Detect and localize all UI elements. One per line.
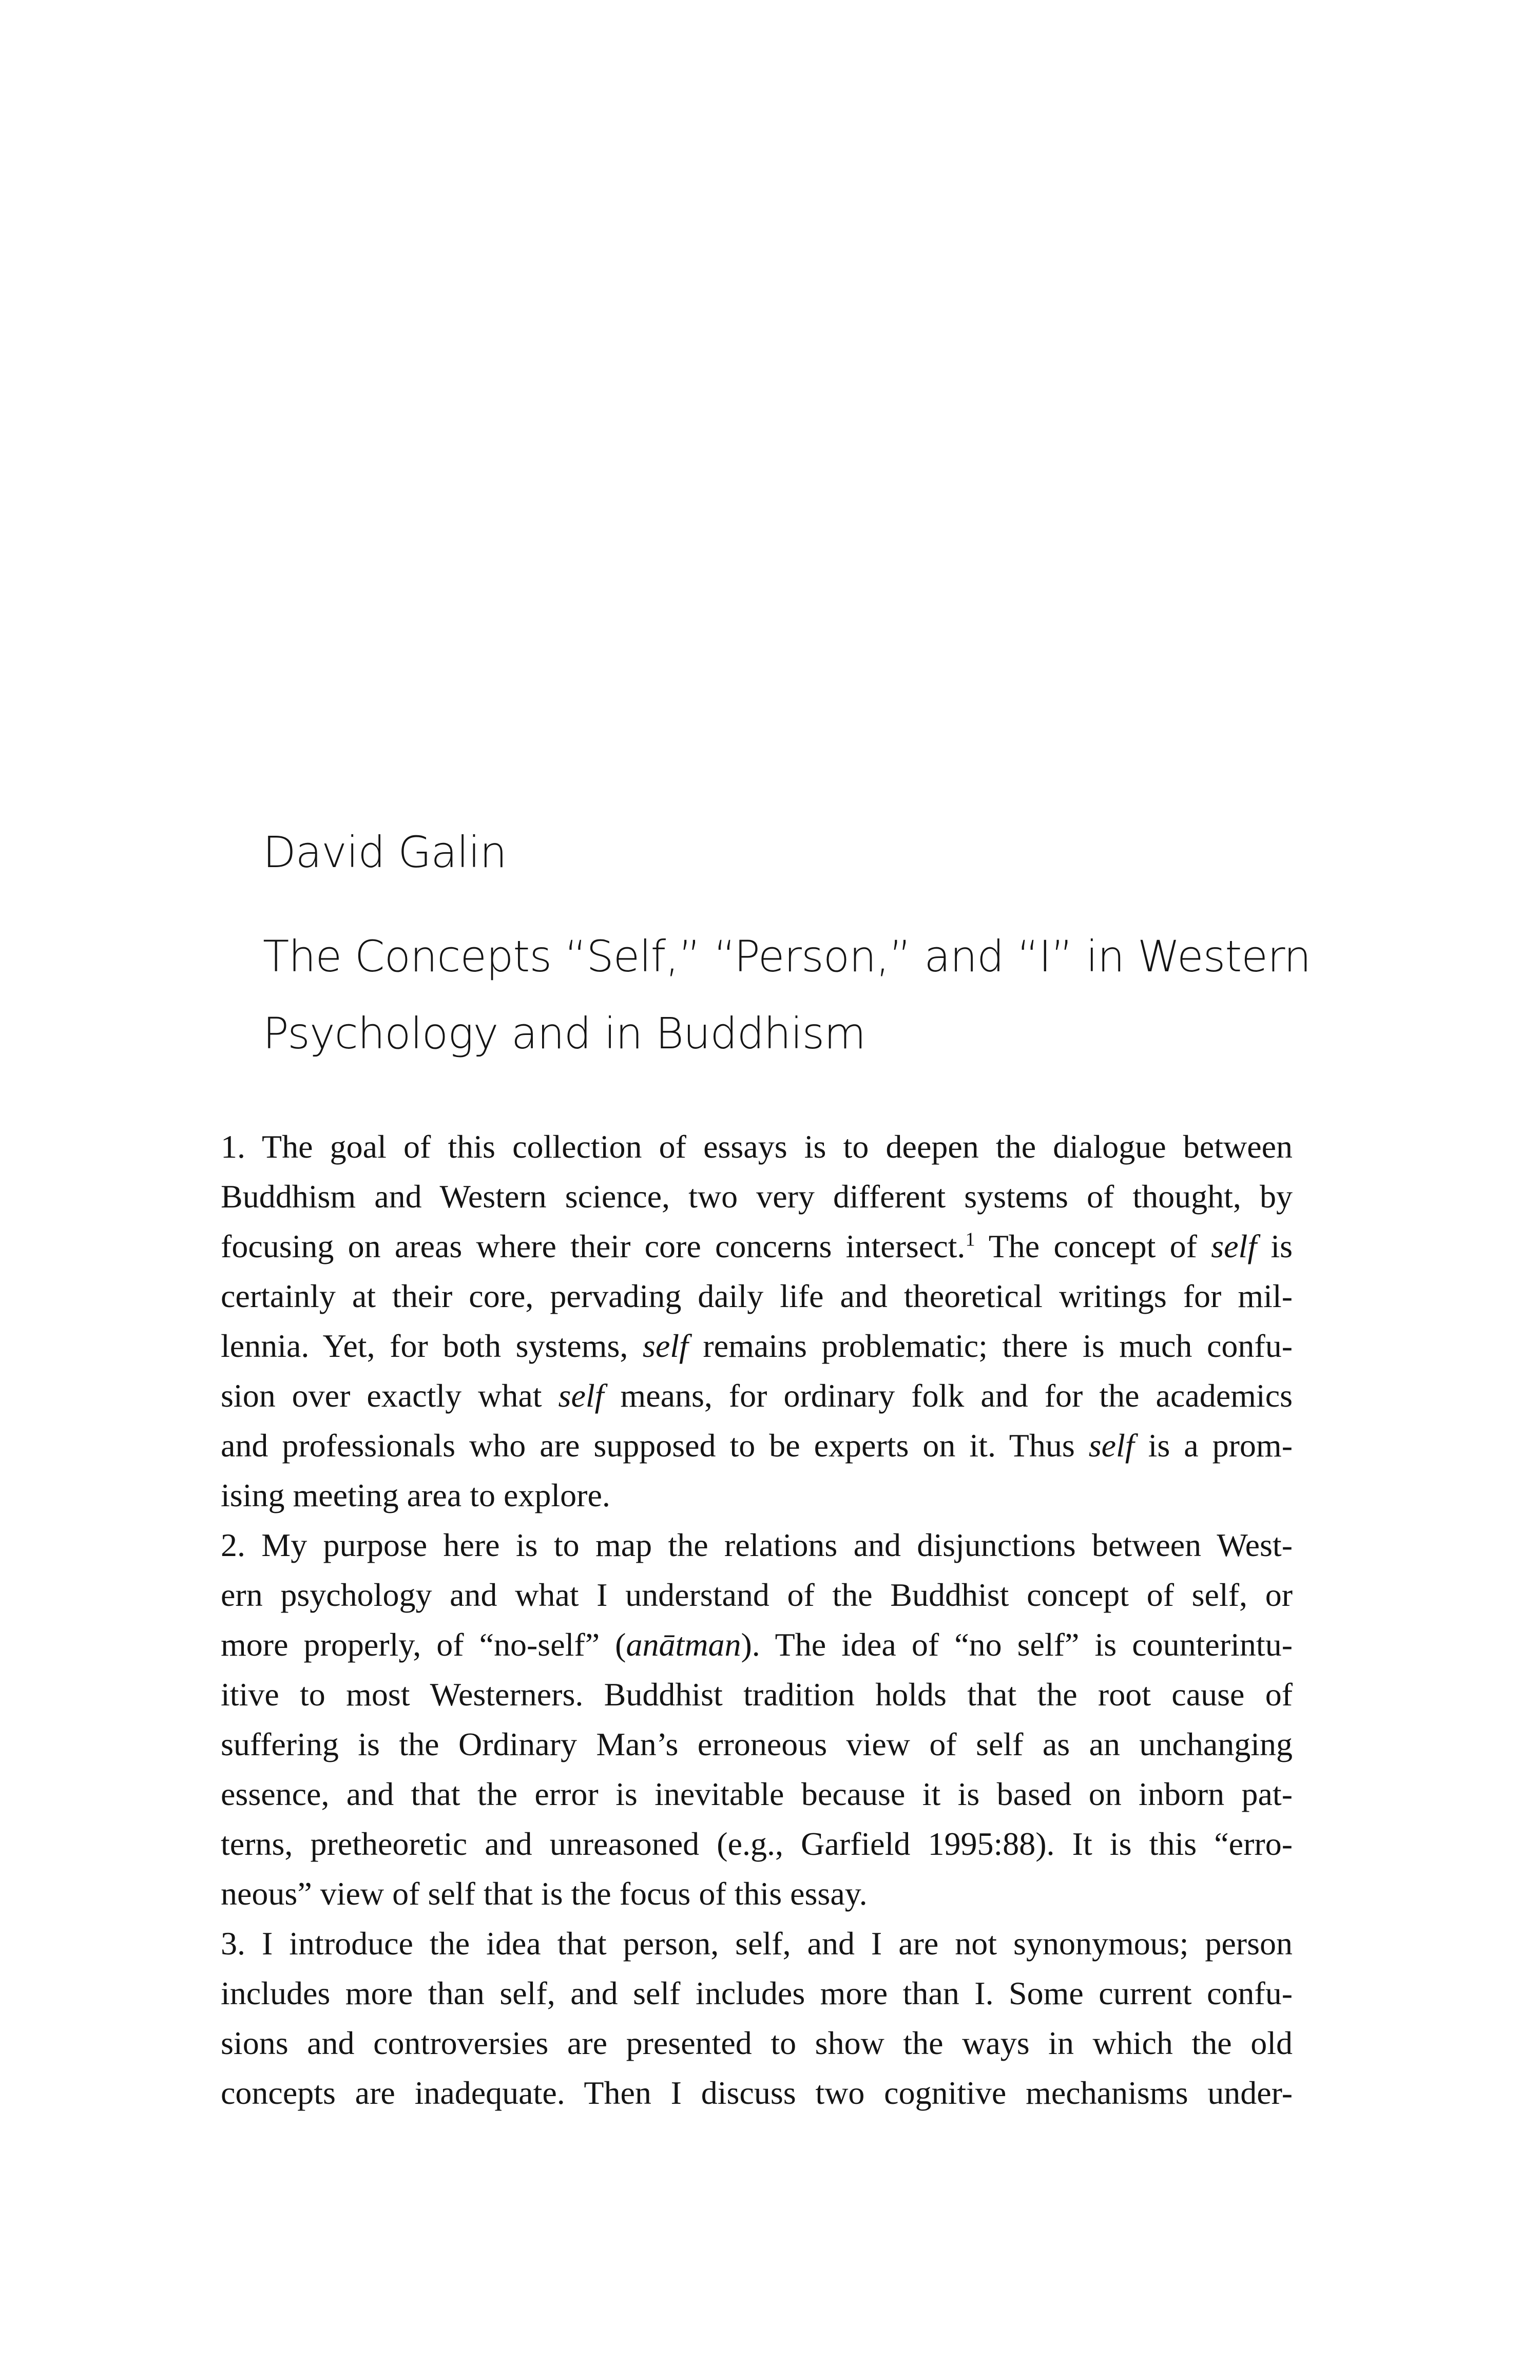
text-line: itive to most Westerners. Buddhist tradition holds that the root cause of bbox=[221, 1676, 1293, 1713]
text-line: and professionals who are supposed to be experts on it. Thus self is a prom- bbox=[221, 1427, 1293, 1464]
text-line: sions and controversies are presented to show the ways in which the old bbox=[221, 2025, 1293, 2061]
text-line: certainly at their core, pervading daily life and theoretical writings for mil- bbox=[221, 1278, 1293, 1314]
emphasis: anātman bbox=[626, 1626, 741, 1663]
text-line: ising meeting area to explore. bbox=[221, 1477, 610, 1513]
text-line: Buddhism and Western science, two very different systems of thought, by bbox=[221, 1178, 1293, 1215]
text-line: ern psychology and what I understand of the Buddhist concept of self, or bbox=[221, 1577, 1293, 1613]
text-line: 1. The goal of this collection of essays is to deepen the dialogue between bbox=[221, 1128, 1293, 1165]
chapter-author: David Galin bbox=[263, 827, 507, 877]
text-line: focusing on areas where their core concerns intersect.$^1$ The concept of self is bbox=[221, 1228, 1293, 1264]
emphasis: self bbox=[642, 1328, 688, 1364]
text-line: sion over exactly what self means, for ordinary folk and for the academics bbox=[221, 1377, 1293, 1414]
chapter-title-line: Psychology and in Buddhism bbox=[263, 1008, 866, 1059]
emphasis: self bbox=[558, 1377, 604, 1414]
text-line: terns, pretheoretic and unreasoned (e.g., Garfield 1995:88). It is this “erro- bbox=[221, 1826, 1293, 1862]
chapter-title bbox=[263, 918, 1311, 1072]
text-line: concepts are inadequate. Then I discuss two cognitive mechanisms under- bbox=[221, 2075, 1293, 2111]
emphasis: self bbox=[1211, 1228, 1257, 1264]
text-line: lennia. Yet, for both systems, self remains problematic; there is much confu- bbox=[221, 1328, 1293, 1364]
footnote-marker: 1 bbox=[965, 1229, 975, 1251]
text-line: suffering is the Ordinary Man’s erroneous view of self as an unchanging bbox=[221, 1726, 1293, 1762]
chapter-title-line: The Concepts “Self,” “Person,” and “I” in Western bbox=[263, 931, 1311, 982]
text-line: 2. My purpose here is to map the relations and disjunctions between West- bbox=[221, 1527, 1293, 1563]
body-text bbox=[221, 1122, 1293, 2118]
emphasis: self bbox=[1088, 1427, 1134, 1464]
text-line: more properly, of “no-self” (anātman). The idea of “no self” is counterintu- bbox=[221, 1626, 1293, 1663]
text-line: essence, and that the error is inevitable because it is based on inborn pat- bbox=[221, 1776, 1293, 1812]
text-line: includes more than self, and self includes more than I. Some current confu- bbox=[221, 1975, 1293, 2011]
text-line: 3. I introduce the idea that person, self, and I are not synonymous; person bbox=[221, 1925, 1293, 1962]
text-line: neous” view of self that is the focus of this essay. bbox=[221, 1875, 868, 1912]
